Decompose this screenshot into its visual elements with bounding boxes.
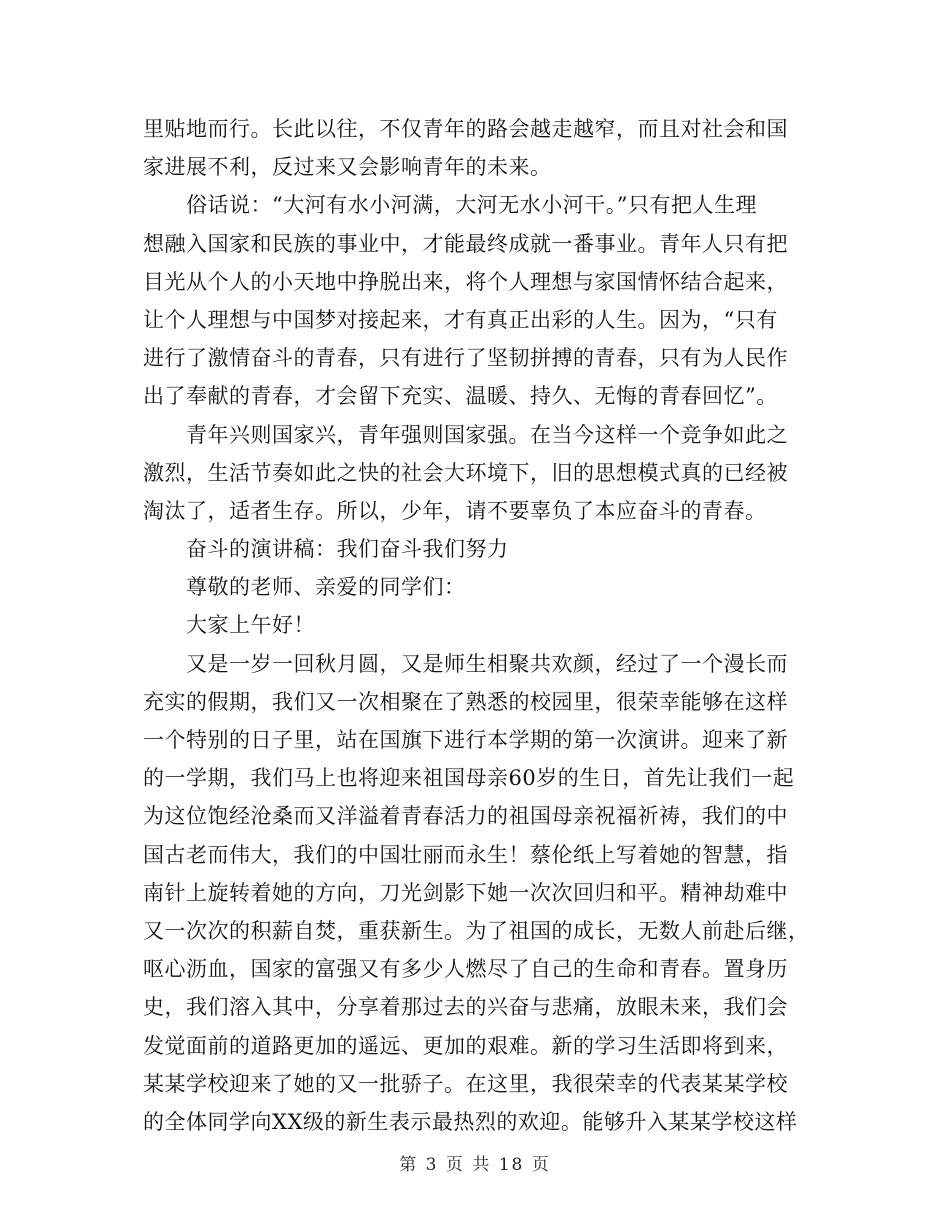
text-line: 的一学期，我们马上也将迎来祖国母亲60岁的生日，首先让我们一起 <box>143 766 795 791</box>
text-line: 青年兴则国家兴，青年强则国家强。在当今这样一个竞争如此之 <box>143 422 788 447</box>
text-line: 家进展不利，反过来又会影响青年的未来。 <box>143 155 552 180</box>
speech-title: 奋斗的演讲稿：我们奋斗我们努力 <box>143 537 509 562</box>
text-line: 发觉面前的道路更加的遥远、更加的艰难。新的学习生活即将到来， <box>143 1033 788 1058</box>
text-line: 让个人理想与中国梦对接起来，才有真正出彩的人生。因为，“只有 <box>143 307 778 332</box>
greeting: 大家上午好！ <box>143 613 315 638</box>
text-line: 一个特别的日子里，站在国旗下进行本学期的第一次演讲。迎来了新 <box>143 728 788 752</box>
text-line: 淘汰了，适者生存。所以，少年，请不要辜负了本应奋斗的青春。 <box>143 498 767 523</box>
text-line: 又是一岁一回秋月圆，又是师生相聚共欢颜，经过了一个漫长而 <box>143 651 788 676</box>
text-line: 为这位饱经沧桑而又洋溢着青春活力的祖国母亲祝福祈祷，我们的中 <box>143 804 788 829</box>
text-line: 史，我们溶入其中，分享着那过去的兴奋与悲痛，放眼未来，我们会 <box>143 995 788 1020</box>
text-line: 里贴地而行。长此以往，不仅青年的路会越走越窄，而且对社会和国 <box>143 117 788 141</box>
page-number-footer: 第 3 页 共 18 页 <box>399 1155 551 1175</box>
text-line: 某某学校迎来了她的又一批骄子。在这里，我很荣幸的代表某某学校 <box>143 1071 788 1096</box>
text-line: 充实的假期，我们又一次相聚在了熟悉的校园里，很荣幸能够在这样 <box>143 689 788 714</box>
text-line: 国古老而伟大，我们的中国壮丽而永生！蔡伦纸上写着她的智慧，指 <box>143 842 788 867</box>
text-line: 目光从个人的小天地中挣脱出来，将个人理想与家国情怀结合起来， <box>143 269 788 294</box>
body-text <box>143 110 810 1141</box>
text-line: 出了奉献的青春，才会留下充实、温暖、持久、无悔的青春回忆”。 <box>143 384 778 409</box>
text-line: 又一次次的积薪自焚，重获新生。为了祖国的成长，无数人前赴后继， <box>143 918 810 943</box>
text-line: 俗话说：“大河有水小河满，大河无水小河干。”只有把人生理 <box>143 193 757 218</box>
text-line: 激烈，生活节奏如此之快的社会大环境下，旧的思想模式真的已经被 <box>143 460 788 485</box>
text-line: 想融入国家和民族的事业中，才能最终成就一番事业。青年人只有把 <box>143 231 788 256</box>
text-line: 进行了激情奋斗的青春，只有进行了坚韧拼搏的青春，只有为人民作 <box>143 346 788 371</box>
text-line: 南针上旋转着她的方向，刀光剑影下她一次次回归和平。精神劫难中 <box>143 880 788 905</box>
text-line: 呕心沥血，国家的富强又有多少人燃尽了自己的生命和青春。置身历 <box>143 957 788 982</box>
text-line: 的全体同学向XX级的新生表示最热烈的欢迎。能够升入某某学校这样 <box>143 1109 798 1134</box>
salutation: 尊敬的老师、亲爱的同学们： <box>143 575 466 600</box>
